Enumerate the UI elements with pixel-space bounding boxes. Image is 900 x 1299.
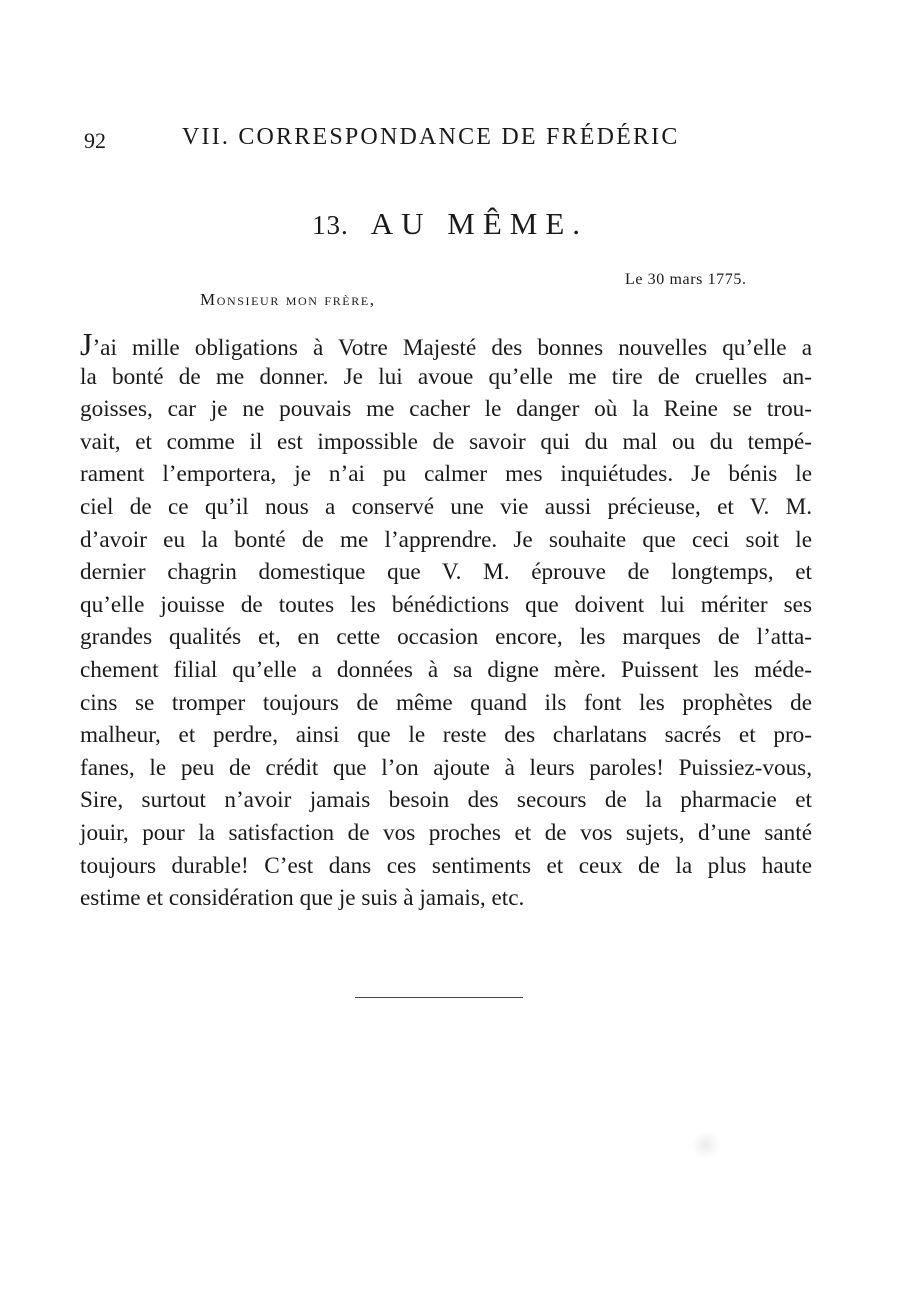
body-line: la bonté de me donner. Je lui avoue qu’elle me tire de cruelles an- bbox=[80, 363, 812, 390]
body-line: jouir, pour la satisfaction de vos proches et de vos sujets, d’une santé bbox=[80, 819, 812, 846]
body-line-text: ’ai mille obligations à Votre Majesté des bonnes nouvelles qu’elle a bbox=[92, 335, 812, 361]
end-rule bbox=[355, 997, 523, 998]
body-line: grandes qualités et, en cette occasion encore, les marques de l’atta- bbox=[80, 624, 812, 651]
body-line: dernier chagrin domestique que V. M. éprouve de longtemps, et bbox=[80, 559, 812, 586]
body-line: qu’elle jouisse de toutes les bénédictions que doivent lui mériter ses bbox=[80, 591, 812, 618]
running-title: VII. CORRESPONDANCE DE FRÉDÉRIC bbox=[182, 124, 680, 150]
letter-heading bbox=[0, 206, 900, 242]
body-line: estime et considération que je suis à jamais, etc. bbox=[80, 885, 525, 912]
letter-title: AU MÊME. bbox=[370, 206, 589, 241]
body-line: rament l’emportera, je n’ai pu calmer mes inquiétudes. Je bénis le bbox=[80, 461, 812, 488]
dateline: Le 30 mars 1775. bbox=[625, 271, 747, 288]
body-line: vait, et comme il est impossible de savoir qui du mal ou du tempé- bbox=[80, 428, 812, 455]
body-line: cins se tromper toujours de même quand ils font les prophètes de bbox=[80, 689, 812, 716]
drop-initial: J bbox=[80, 326, 93, 362]
salutation: Monsieur mon frère, bbox=[200, 290, 376, 309]
letter-number: 13. bbox=[311, 210, 349, 240]
paper-smudge bbox=[692, 1132, 720, 1158]
running-head bbox=[84, 122, 724, 158]
body-line: chement filial qu’elle a données à sa digne mère. Puissent les méde- bbox=[80, 656, 812, 683]
body-line: goisses, car je ne pouvais me cacher le danger où la Reine se trou- bbox=[80, 396, 812, 423]
body-line: ciel de ce qu’il nous a conservé une vie aussi précieuse, et V. M. bbox=[80, 493, 812, 520]
body-line: malheur, et perdre, ainsi que le reste des charlatans sacrés et pro- bbox=[80, 722, 812, 749]
body-line: toujours durable! C’est dans ces sentiments et ceux de la plus haute bbox=[80, 852, 812, 879]
body-line: fanes, le peu de crédit que l’on ajoute à leurs paroles! Puissiez-vous, bbox=[80, 754, 812, 781]
body-line: d’avoir eu la bonté de me l’apprendre. Je souhaite que ceci soit le bbox=[80, 526, 812, 553]
body-line bbox=[80, 328, 812, 361]
page-number: 92 bbox=[84, 128, 106, 153]
letter-body bbox=[80, 328, 812, 915]
body-line: Sire, surtout n’avoir jamais besoin des secours de la pharmacie et bbox=[80, 787, 812, 814]
